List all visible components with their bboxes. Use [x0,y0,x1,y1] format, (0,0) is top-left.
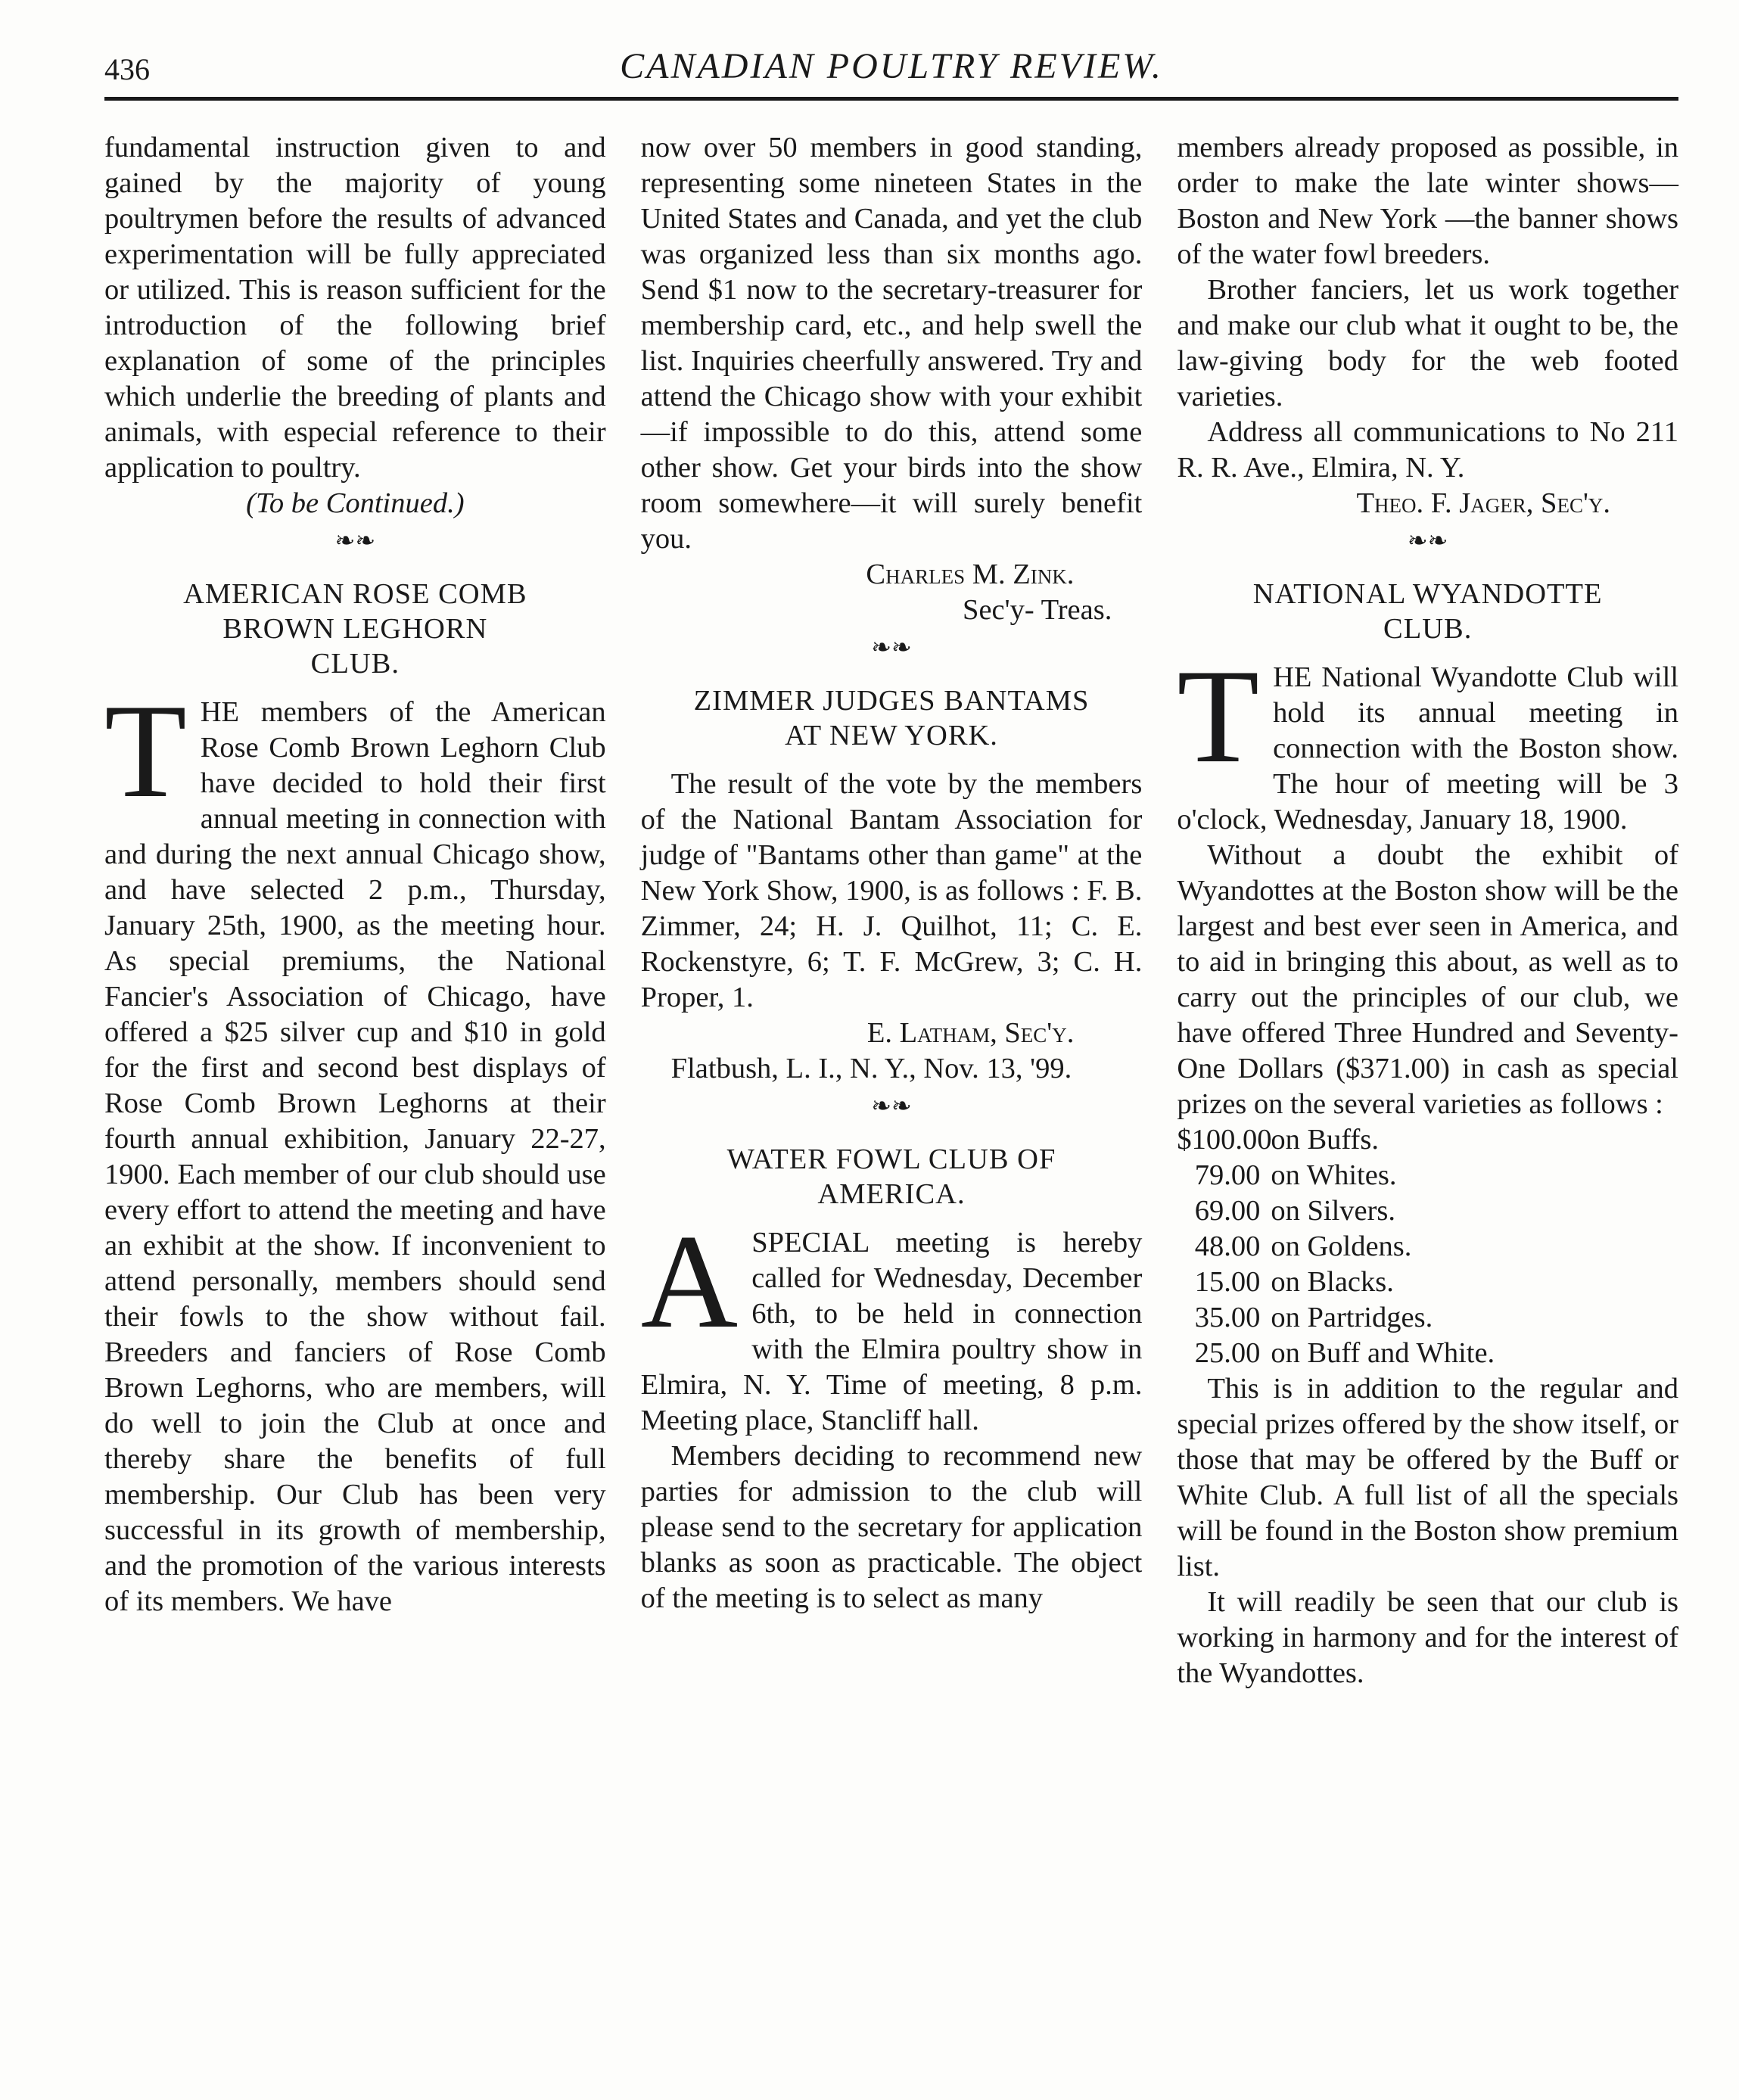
prize-amount: 35.00 [1194,1302,1261,1333]
heading-line: AMERICA. [817,1178,966,1210]
heading-line: AT NEW YORK. [785,720,998,751]
drop-cap: T [104,676,187,826]
prize-row [1177,1193,1678,1229]
column-1 [104,130,606,1691]
prize-row [1177,1300,1678,1336]
paragraph-text: HE members of the American Rose Comb Brown Leghorn Club have decided to hold their first annual meeting in connection with and during the next annual Chicago show, and have selected 2 p.m., Thursday, January 25th, 1900, as the meeting hour. As special premiums, the National Fancier's Association of Chicago, have offered a $25 silver cup and $10 in gold for the first and second best displays of Rose Comb Brown Leghorns at their fourth annual exhibition, January 22-27, 1900. Each member of our club should use every effort to attend the meeting and have an exhibit at the show. If inconvenient to attend personally, members should send their fowls to the show without fail. Breeders and fanciers of Rose Comb Brown Leghorns, who are members, will do well to join the Club at once and thereby share the benefits of full membership. Our Club has been very successful in its growth of membership, and the promotion of the various interests of its members. We have [104,696,606,1617]
column-2 [641,130,1143,1691]
paragraph: members already proposed as possible, in order to make the late winter shows—Boston and New York —the banner shows of the water fowl breeders. [1177,132,1679,270]
article-heading [641,1142,1143,1212]
prize-variety: on Blacks. [1271,1266,1394,1298]
ornament-icon: ❧❧ [871,1092,912,1119]
prize-row [1177,1229,1678,1265]
article-heading [641,683,1143,753]
prize-variety: on Buffs. [1271,1124,1379,1156]
prize-variety: on Partridges. [1271,1302,1433,1333]
paragraph: now over 50 members in good standing, representing some nineteen States in the United States and Canada, and yet the club was organized less than six months ago. Send $1 now to the secretary-treasurer for membership card, etc., and help swell the list. Inquiries cheerfully answered. Try and attend the Chicago show with your exhibit—if impossible to do this, attend some other show. Get your birds into the show room somewhere—it will surely benefit you. [640,132,1143,555]
ornament-icon: ❧❧ [871,633,912,661]
drop-cap: T [1177,641,1260,791]
running-title: CANADIAN POULTRY REVIEW. [620,46,1163,86]
heading-line: WATER FOWL CLUB OF [726,1143,1056,1175]
paragraph: The result of the vote by the members of the National Bantam Association for judge of "Bantams other than game" at the New York Show, 1900, is as follows : F. B. Zimmer, 24; H. J. Quilhot, 11; C. E. Rockenstyre, 6; T. F. McGrew, 3; C. H. Proper, 1. [640,768,1143,1013]
header-rule [104,97,1678,101]
drop-cap: A [640,1206,739,1356]
article-heading [1177,577,1678,646]
prize-variety: on Goldens. [1271,1230,1412,1262]
prize-amount: 48.00 [1194,1230,1261,1262]
paragraph: It will readily be seen that our club is working in harmony and for the interest of the Wyandottes. [1177,1586,1679,1689]
heading-line: CLUB. [310,648,400,680]
prize-amount: $100.00 [1177,1124,1272,1156]
heading-line: AMERICAN ROSE COMB [183,578,527,610]
continued-note: (To be Continued.) [246,487,465,519]
ornament-icon: ❧❧ [1407,527,1448,554]
prize-row [1177,1158,1678,1193]
paragraph: Flatbush, L. I., N. Y., Nov. 13, '99. [670,1053,1072,1084]
paragraph: fundamental instruction given to and gained by the majority of young poultrymen before the results of advanced experimentation will be fully appreciated or utilized. This is reason sufficient for the introduction of the following brief explanation of some of the principles which underlie the breeding of plants and animals, with especial reference to their application to poultry. [104,132,606,484]
signature: E. Latham, Sec'y. [866,1017,1075,1049]
prize-variety: on Silvers. [1271,1195,1396,1227]
prize-row [1177,1336,1678,1371]
prize-amount: 79.00 [1194,1159,1261,1191]
page-header [104,0,1678,103]
paragraph: Address all communications to No 211 R. R. Ave., Elmira, N. Y. [1177,416,1679,484]
paragraph [640,1206,1143,1439]
prize-row [1177,1265,1678,1300]
paragraph-text: SPECIAL meeting is hereby called for Wednesday, December 6th, to be held in connection with the Elmira poultry show in Elmira, N. Y. Time of meeting, 8 p.m. Meeting place, Stancliff hall. [640,1227,1143,1436]
heading-line: CLUB. [1383,613,1473,645]
column-3 [1177,130,1678,1691]
paragraph: This is in addition to the regular and special prizes offered by the show itself, or those that may be offered by the Buff or White Club. A full list of all the specials will be found in the Boston show premium list. [1177,1373,1679,1582]
paragraph-text: HE National Wyandotte Club will hold its annual meeting in connection with the Boston show. The hour of meeting will be 3 o'clock, Wednesday, January 18, 1900. [1177,661,1679,835]
signature-title: Sec'y- Treas. [963,594,1112,626]
signature: Charles M. Zink. [866,558,1075,590]
ornament-icon: ❧❧ [334,527,376,554]
signature: Theo. F. Jager, Sec'y. [1356,487,1611,519]
paragraph [104,676,606,1619]
article-columns [104,130,1678,1691]
prize-row [1177,1122,1678,1158]
paragraph: Without a doubt the exhibit of Wyandottes at the Boston show will be the largest and best ever seen in America, and to aid in bringing this about, as well as to carry out the principles of our club, we have offered Three Hundred and Seventy-One Dollars ($371.00) in cash as special prizes on the several varieties as follows : [1177,839,1679,1120]
page-number: 436 [104,52,150,86]
prize-amount: 15.00 [1194,1266,1261,1298]
prize-variety: on Whites. [1271,1159,1397,1191]
prize-amount: 25.00 [1194,1337,1261,1369]
article-heading [104,577,606,681]
paragraph: Members deciding to recommend new parties for admission to the club will please send to the secretary for application blanks as soon as practicable. The object of the meeting is to select as many [640,1440,1143,1614]
heading-line: NATIONAL WYANDOTTE [1252,578,1603,610]
prize-list [1177,1122,1678,1371]
prize-variety: on Buff and White. [1271,1337,1495,1369]
heading-line: BROWN LEGHORN [222,613,488,645]
prize-amount: 69.00 [1194,1195,1261,1227]
paragraph: Brother fanciers, let us work together and make our club what it ought to be, the law-giving body for the web footed varieties. [1177,274,1679,412]
heading-line: ZIMMER JUDGES BANTAMS [693,685,1090,717]
paragraph [1177,641,1679,838]
